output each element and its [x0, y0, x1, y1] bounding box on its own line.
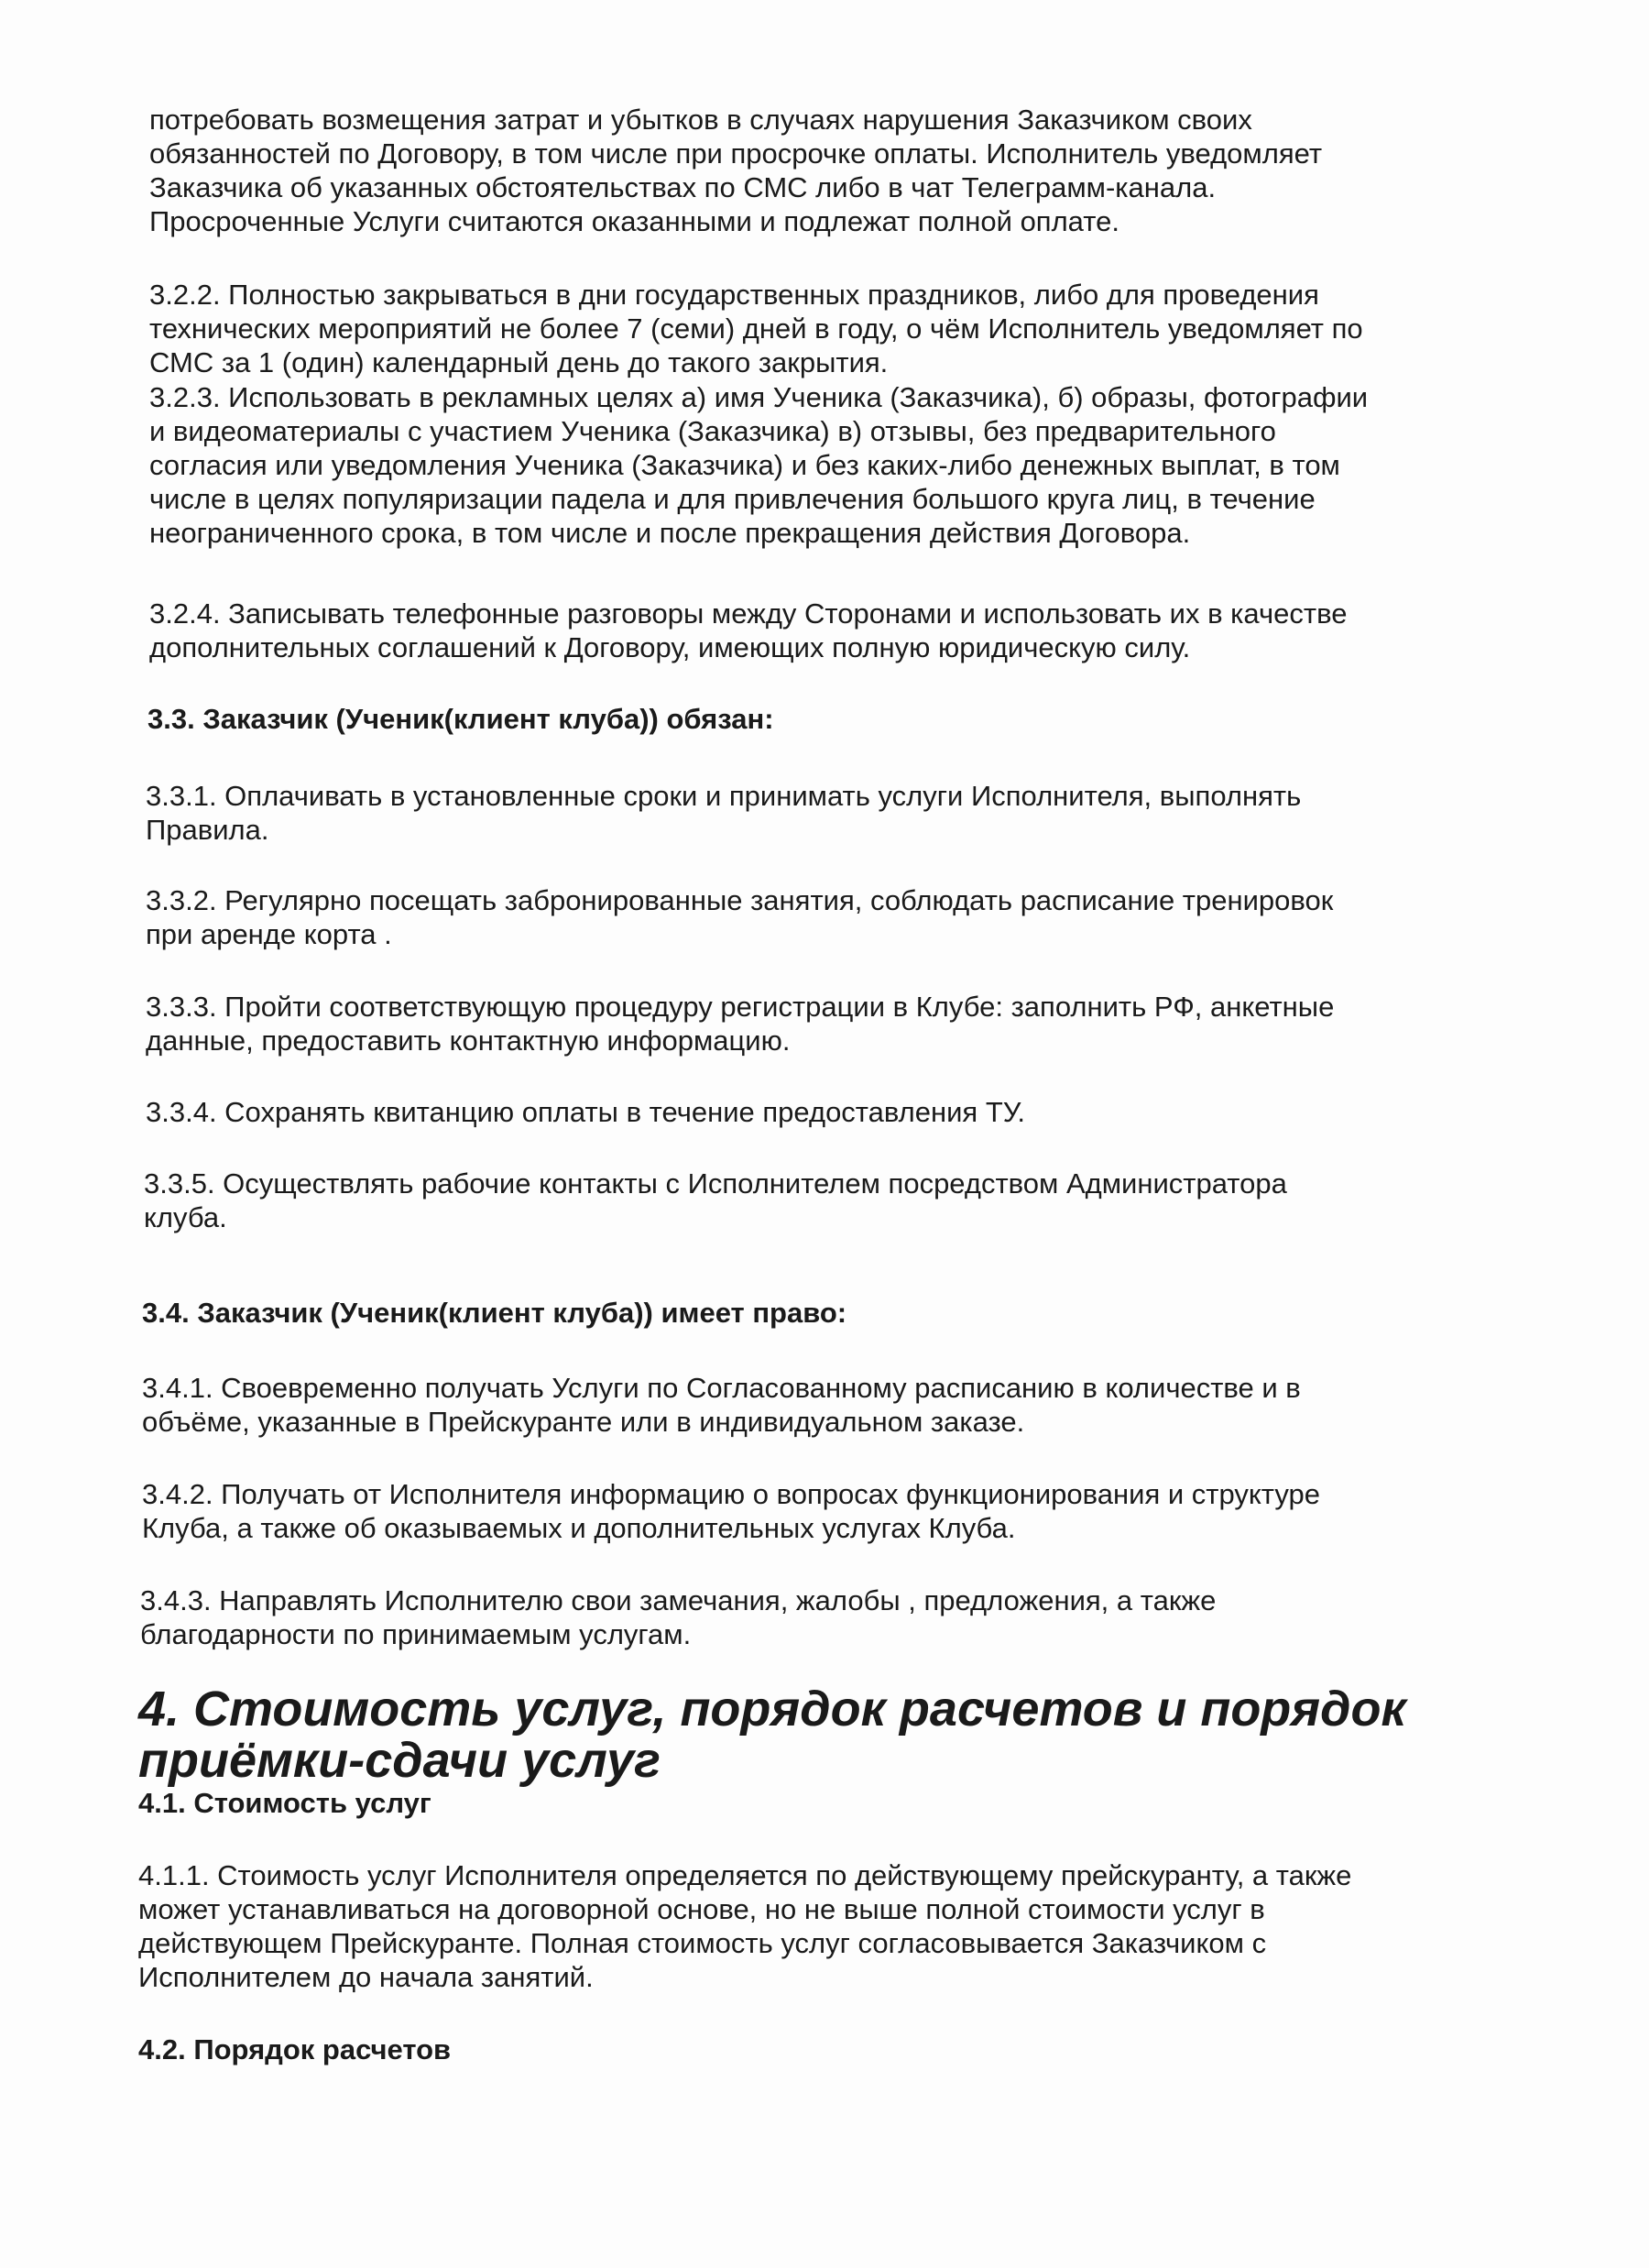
paragraph-3-4-3: 3.4.3. Направлять Исполнителю свои замечания, жалобы , предложения, а также благодарности по принимаемым услугам.	[140, 1584, 1217, 1650]
heading-3-4: 3.4. Заказчик (Ученик(клиент клуба)) имеет право:	[142, 1297, 847, 1329]
paragraph-3-2-3: 3.2.3. Использовать в рекламных целях а) имя Ученика (Заказчика), б) образы, фотографии и видеоматериалы с участием Ученика (Заказчика) в) отзывы, без предварительного согласия или уведомления Ученика (Заказчика) и без каких-либо денежных выплат, в том числе в целях популяризации падела и для привлечения большого круга лиц, в течение неограниченного срока, в том числе и после прекращения действия Договора.	[149, 381, 1369, 549]
paragraph-3-3-2: 3.3.2. Регулярно посещать забронированные занятия, соблюдать расписание тренировок при аренде корта .	[146, 884, 1334, 950]
paragraph-3-2-1-continuation: потребовать возмещения затрат и убытков в случаях нарушения Заказчиком своих обязанностей по Договору, в том числе при просрочке оплаты. Исполнитель уведомляет Заказчика об указанных обстоятельствах по СМС либо в чат Телеграмм-канала. Просроченные Услуги считаются оказанными и подлежат полной оплате.	[149, 104, 1323, 237]
paragraph-3-4-1: 3.4.1. Своевременно получать Услуги по Согласованному расписанию в количестве и в объёме, указанные в Прейскуранте или в индивидуальном заказе.	[142, 1372, 1301, 1438]
paragraph-3-3-4: 3.3.4. Сохранять квитанцию оплаты в течение предоставления ТУ.	[146, 1096, 1025, 1128]
paragraph-3-3-3: 3.3.3. Пройти соответствующую процедуру регистрации в Клубе: заполнить РФ, анкетные данные, предоставить контактную информацию.	[146, 991, 1335, 1057]
heading-3-3: 3.3. Заказчик (Ученик(клиент клуба)) обязан:	[147, 703, 774, 735]
paragraph-3-3-1: 3.3.1. Оплачивать в установленные сроки и принимать услуги Исполнителя, выполнять Правила.	[146, 780, 1302, 846]
heading-4-2: 4.2. Порядок расчетов	[138, 2033, 452, 2065]
paragraph-3-3-5: 3.3.5. Осуществлять рабочие контакты с Исполнителем посредством Администратора клуба.	[144, 1167, 1287, 1233]
section-4-heading: 4. Стоимость услуг, порядок расчетов и порядок приёмки-сдачи услуг	[138, 1682, 1406, 1788]
paragraph-3-4-2: 3.4.2. Получать от Исполнителя информацию о вопросах функционирования и структуре Клуба, а также об оказываемых и дополнительных услугах Клуба.	[142, 1478, 1320, 1544]
heading-4-1: 4.1. Стоимость услуг	[138, 1787, 431, 1819]
paragraph-4-1-1: 4.1.1. Стоимость услуг Исполнителя определяется по действующему прейскуранту, а также может устанавливаться на договорной основе, но не выше полной стоимости услуг в действующем Прейскуранте. Полная стоимость услуг согласовывается Заказчиком с Исполнителем до начала занятий.	[138, 1859, 1352, 1993]
paragraph-3-2-2: 3.2.2. Полностью закрываться в дни государственных праздников, либо для проведения технических мероприятий не более 7 (семи) дней в году, о чём Исполнитель уведомляет по СМС за 1 (один) календарный день до такого закрытия.	[149, 279, 1363, 378]
paragraph-3-2-4: 3.2.4. Записывать телефонные разговоры между Сторонами и использовать их в качестве дополнительных соглашений к Договору, имеющих полную юридическую силу.	[149, 597, 1348, 663]
